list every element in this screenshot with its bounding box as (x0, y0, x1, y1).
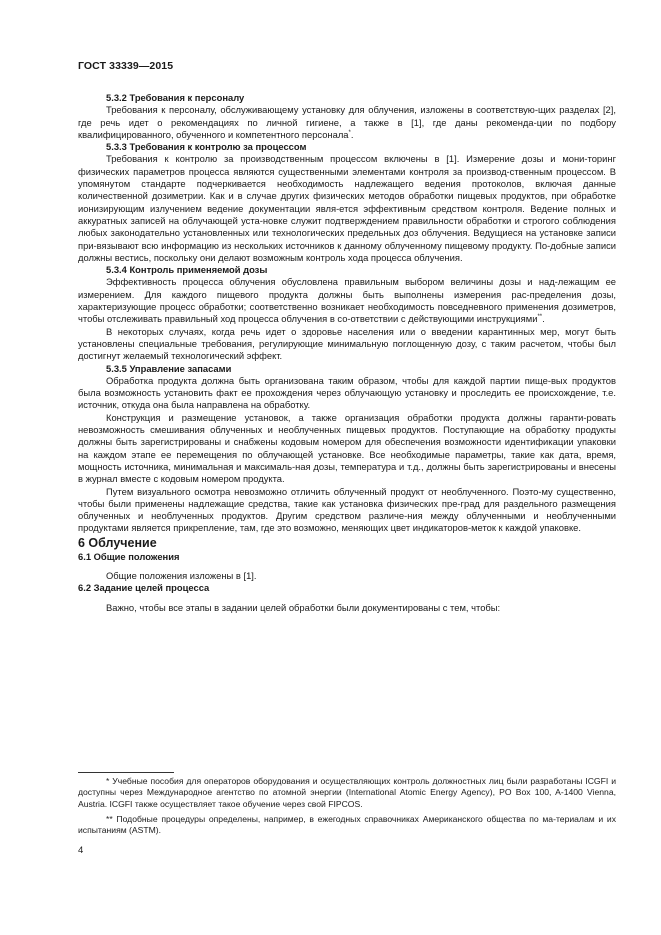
page-number: 4 (78, 845, 84, 856)
section-5-3-2-paragraph (78, 104, 616, 141)
paragraph-text: Требования к персоналу, обслуживающему установку для облучения, изложены в соответствую-щих разделах [2], где речь идет о рекомендациях по личной гигиене, а также в [1], где даны рекоменда-ции по подбору квалифицированного, обученного и компетентного персонала (78, 104, 616, 140)
section-5-3-5-paragraph-1: Обработка продукта должна быть организована таким образом, чтобы для каждой партии пище-вых продуктов была возможность установить факт ее прохождения через облучающую установку и проследить ее происхождение, т.е. источник, откуда она была направлена на обработку. (78, 374, 616, 411)
footnote-mark: ** (537, 314, 543, 321)
section-6-title: 6 Облучение (78, 535, 157, 550)
section-5-3-5-title: 5.3.5 Управление запасами (106, 362, 232, 374)
section-6-2-paragraph: Важно, чтобы все этапы в задании целей обработки были документированы с тем, чтобы: (106, 601, 501, 613)
section-5-3-3-title: 5.3.3 Требования к контролю за процессом (106, 141, 307, 153)
paragraph-end: . (350, 128, 354, 140)
section-5-3-4-title: 5.3.4 Контроль применяемой дозы (106, 264, 268, 276)
paragraph-end: . (542, 313, 545, 325)
section-5-3-5-paragraph-2: Конструкция и размещение установок, а также организация обработки продукта должны гаранти-ровать невозможность смешивания облученных и необлученных пищевых продуктов. Поступающие на обработку продукты должны быть зарегистрированы и снабжены кодовым номером для обеспечения возможности идентификации упаковки на каждом этапе ее перемещения по облучающей установке. Все необходимые параметры, такие как дата, время, мощность источника, минимальная и максималь-ная дозы, температура и т.д., должны быть зарегистрированы и внесены в журнал вместе с кодовым номером продукта. (78, 411, 616, 485)
section-5-3-3-paragraph: Требования к контролю за производственным процессом включены в [1]. Измерение дозы и мони-торинг физических параметров процесса являются существенными элементами контроля за производ-ственным процессом. В упомянутом стандарте подчеркивается необходимость надлежащего ведения протоколов, включая данные количественной дозиметрии. Как и в случае других физических методов обработки пищевых продуктов, при обработке ионизирующим излучением ведение документации явля-ется эффективным средством контроля. Ведение полных и аккуратных записей на облучающей уста-новке служит подтверждением правильности обработки и строгого соблюдения любых законодательно установленных или технологических предельных доз облучения. Ведущиеся на установке записи при-вязывают всю информацию из нескольких источников к данному облученному пищевому продукту. По-добные записи должны вестись, поскольку они делают возможным контроль хода процесса облучения. (78, 153, 616, 263)
footnote-mark: * (348, 129, 351, 136)
footnotes (78, 776, 616, 840)
section-6-2-title: 6.2 Задание целей процесса (78, 582, 210, 594)
footnote-divider (78, 772, 174, 773)
paragraph-text: Эффективность процесса облучения обусловлена правильным выбором величины дозы и над-лежащим ее измерением. Для каждого пищевого продукта должны быть выполнены измерения рас-пределения дозы, характеризующие процесс обработки; соответственно возникает необходимость повседневного применения дозиметров, чтобы отслеживать правильный ход процесса облучения в со-ответствии с действующими инструкциями (78, 276, 616, 325)
footnote-2: ** Подобные процедуры определены, например, в ежегодных справочниках Американского общества по ма-териалам и их испытаниям (ASTM). (78, 813, 616, 836)
main-content (78, 92, 616, 614)
footnote-1: * Учебные пособия для операторов оборудования и осуществляющих контроль должностных лиц были разработаны ICGFI и доступны через Международное агентство по атомной энергии (International Atomic Energy Agency), PO Box 100, A-1400 Vienna, Austria. ICGFI также осуществляет такое обучение через свой FIPCOS. (78, 776, 616, 809)
section-5-3-4-paragraph-2: В некоторых случаях, когда речь идет о здоровье населения или о введении карантинных мер, могут быть установлены специальные требования, регулирующие минимальную поглощенную дозу, с таким расчетом, чтобы был достигнут желаемый технологический эффект. (78, 325, 616, 362)
document-id-header: ГОСТ 33339—2015 (78, 60, 174, 72)
section-6-1-title: 6.1 Общие положения (78, 550, 180, 562)
section-5-3-5-paragraph-3: Путем визуального осмотра невозможно отличить облученный продукт от необлученного. Поэто-му существенно, чтобы были применены надлежащие средства, такие как установка физических пре-град для раздельного размещения облученных и необлученных продуктов. Другим средством различе-ния между облученными и необлученными продуктами является прикрепление, там, где это возможно, меняющих цвет индикаторов-меток к каждой упаковке. (78, 485, 616, 534)
section-5-3-2-title: 5.3.2 Требования к персоналу (106, 92, 245, 103)
section-5-3-4-paragraph-1 (78, 276, 616, 325)
section-6-1-paragraph: Общие положения изложены в [1]. (106, 569, 257, 581)
